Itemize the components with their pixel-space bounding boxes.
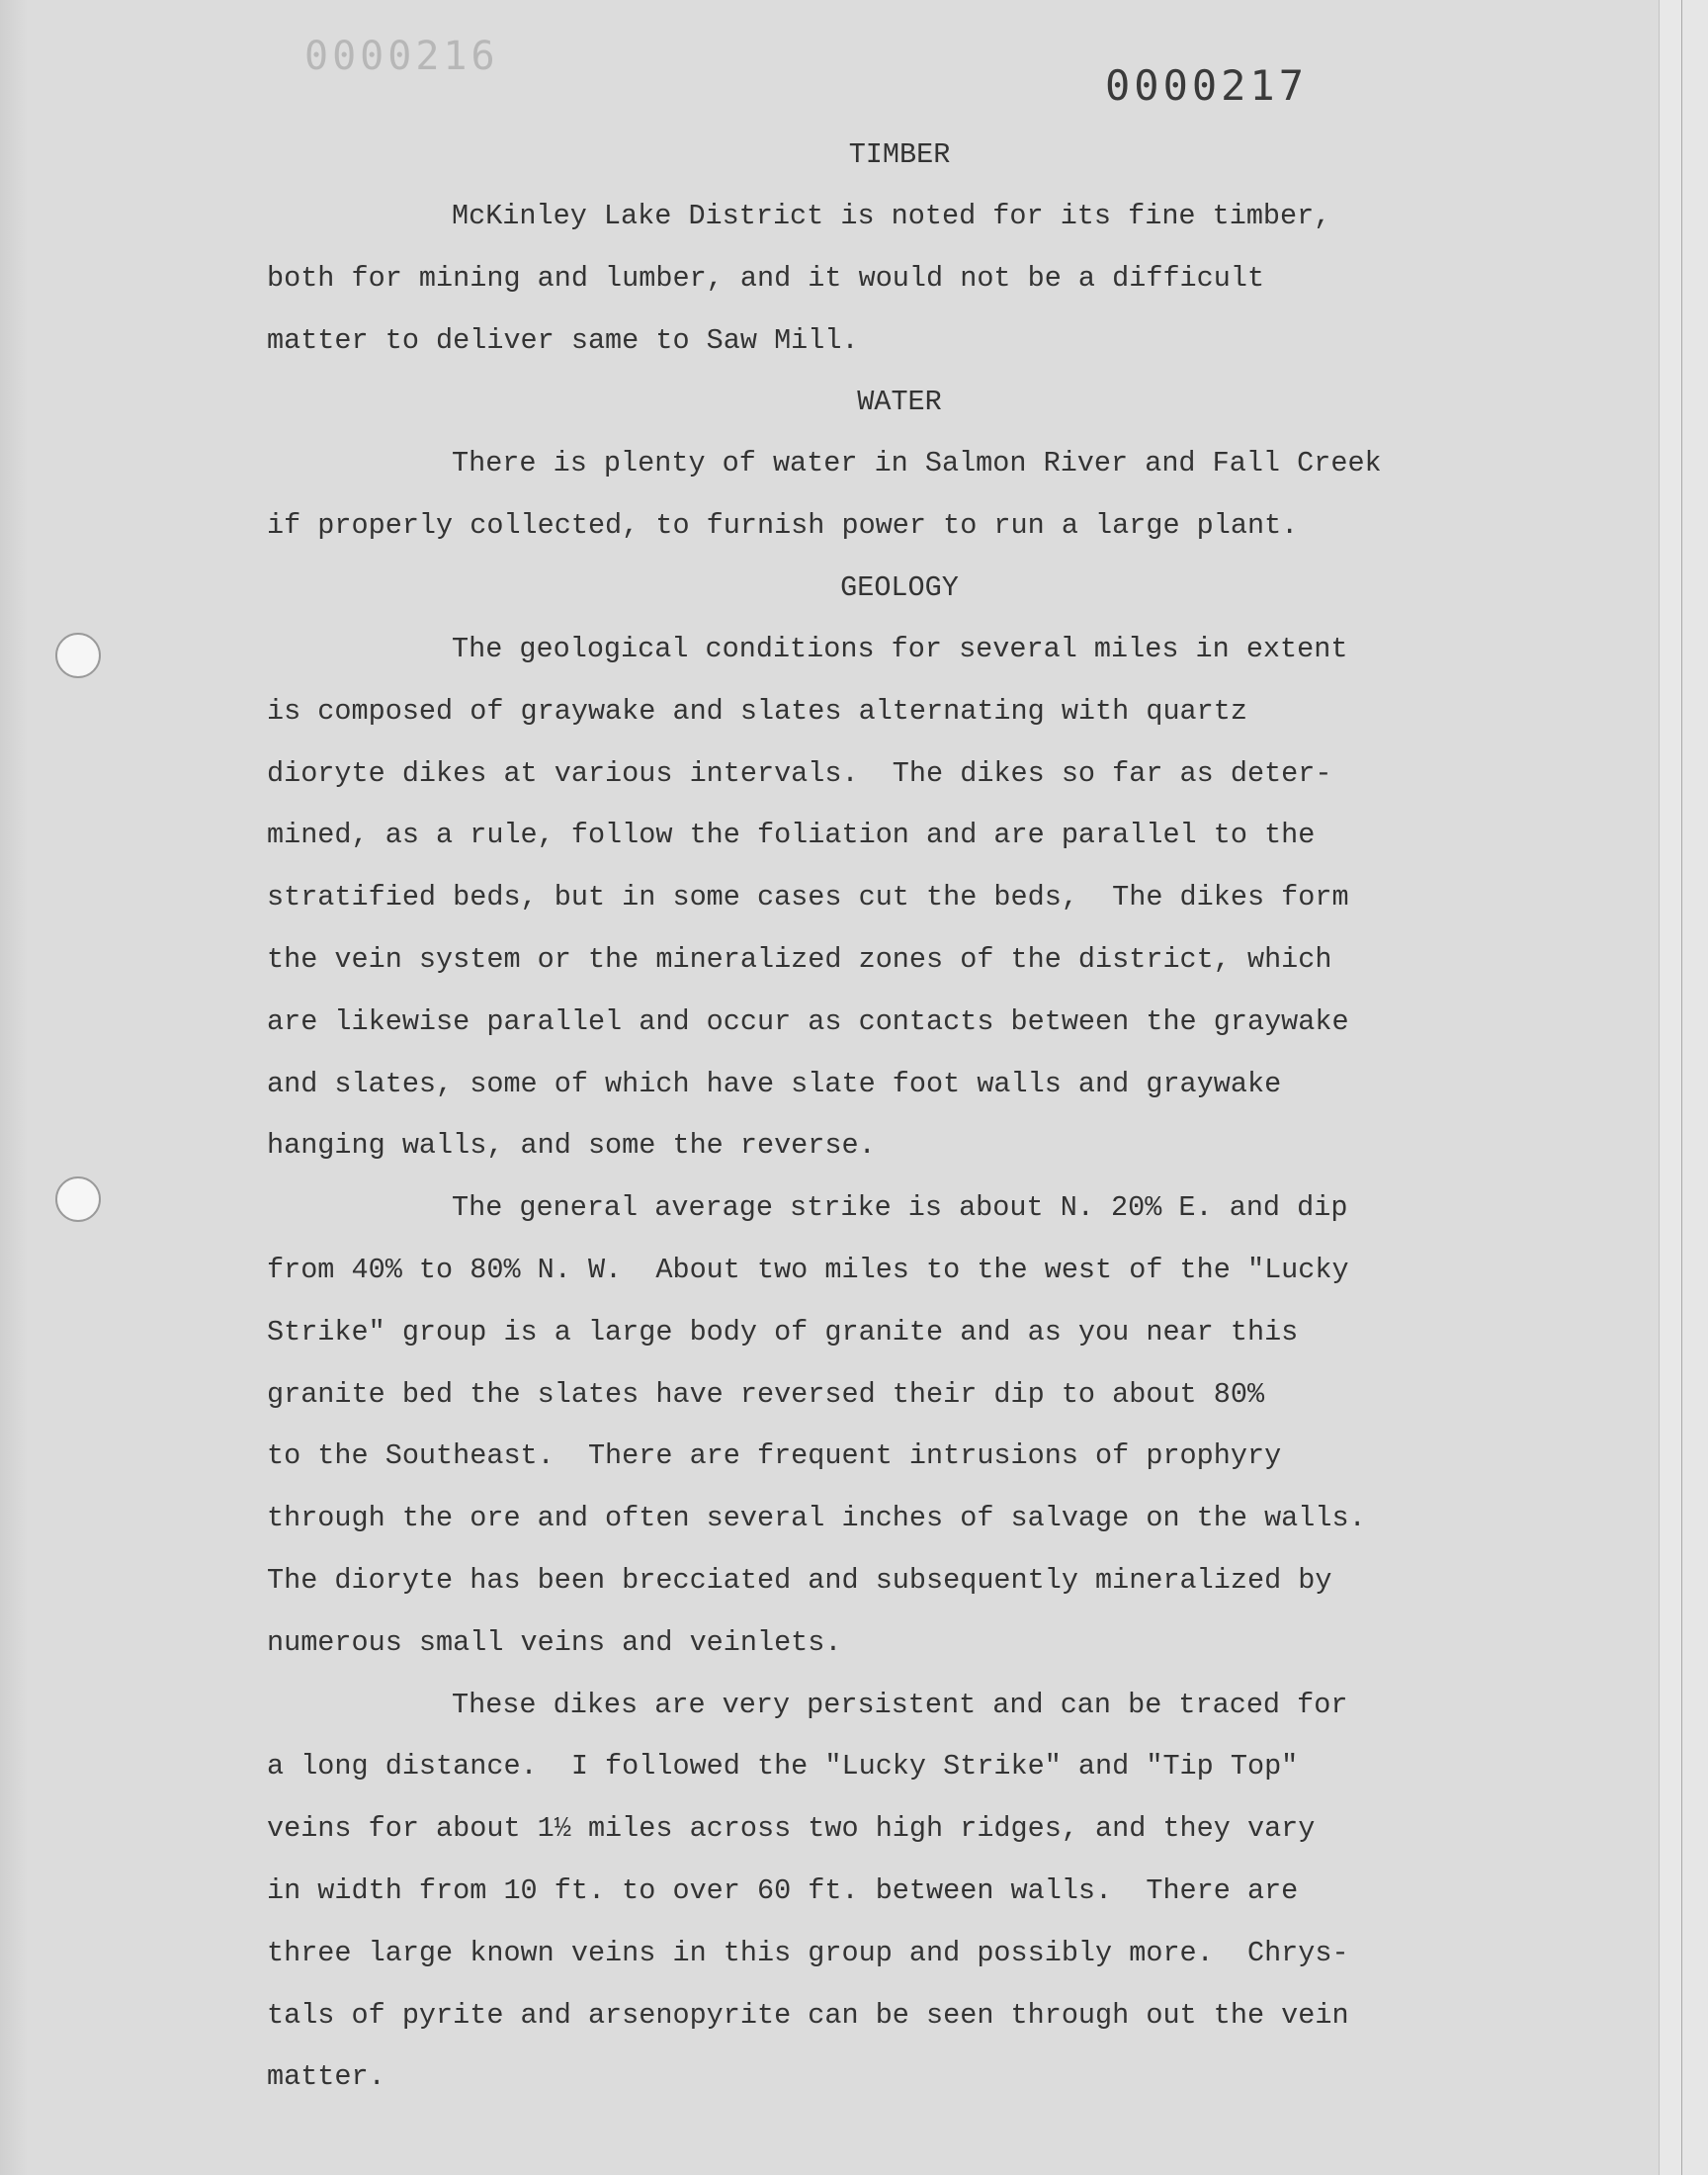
text-line: is composed of graywake and slates alternating with quartz bbox=[267, 694, 1247, 728]
text-line: numerous small veins and veinlets. bbox=[267, 1625, 842, 1659]
text-line: both for mining and lumber, and it would not be a difficult bbox=[267, 261, 1265, 295]
text-line: through the ore and often several inches of salvage on the walls. bbox=[267, 1502, 1366, 1535]
bates-number: 0000217 bbox=[1105, 61, 1309, 110]
text-line: if properly collected, to furnish power to run a large plant. bbox=[267, 509, 1299, 543]
text-line: the vein system or the mineralized zones of the district, which bbox=[267, 942, 1332, 976]
text-line: These dikes are very persistent and can be traced for bbox=[452, 1688, 1348, 1721]
text-line: The dioryte has been brecciated and subsequently mineralized by bbox=[267, 1563, 1332, 1597]
text-line: tals of pyrite and arsenopyrite can be seen through out the vein bbox=[267, 1998, 1349, 2032]
text-line: to the Southeast. There are frequent intrusions of prophyry bbox=[267, 1439, 1282, 1473]
document-body bbox=[267, 125, 1483, 2109]
text-line: a long distance. I followed the "Lucky Strike" and "Tip Top" bbox=[267, 1750, 1299, 1784]
text-line: The geological conditions for several miles in extent bbox=[452, 632, 1348, 665]
text-line: hanging walls, and some the reverse. bbox=[267, 1129, 876, 1163]
text-line: in width from 10 ft. to over 60 ft. between walls. There are bbox=[267, 1873, 1299, 1907]
text-line: McKinley Lake District is noted for its fine timber, bbox=[452, 200, 1331, 232]
text-line: Strike" group is a large body of granite and as you near this bbox=[267, 1315, 1299, 1348]
text-line: There is plenty of water in Salmon River and Fall Creek bbox=[452, 447, 1382, 480]
text-line: dioryte dikes at various intervals. The dikes so far as deter- bbox=[267, 756, 1332, 790]
text-line: and slates, some of which have slate foot walls and graywake bbox=[267, 1067, 1282, 1100]
text-line: from 40% to 80% N. W. About two miles to the west of the "Lucky bbox=[267, 1253, 1349, 1286]
ghost-page-number: 0000216 bbox=[304, 34, 499, 79]
text-line: matter to deliver same to Saw Mill. bbox=[267, 323, 859, 357]
text-line: The general average strike is about N. 20% E. and dip bbox=[452, 1191, 1348, 1225]
text-line: matter. bbox=[267, 2060, 385, 2094]
punch-hole-top bbox=[55, 633, 101, 678]
text-line: are likewise parallel and occur as contacts between the graywake bbox=[267, 1004, 1349, 1038]
section-heading-timber: TIMBER bbox=[848, 138, 951, 171]
section-heading-water: WATER bbox=[857, 386, 942, 419]
text-line: three large known veins in this group and possibly more. Chrys- bbox=[267, 1936, 1349, 1969]
page-right-margin bbox=[1659, 0, 1681, 2175]
text-line: veins for about 1½ miles across two high ridges, and they vary bbox=[267, 1812, 1316, 1846]
text-line: stratified beds, but in some cases cut the beds, The dikes form bbox=[267, 881, 1349, 914]
text-line: mined, as a rule, follow the foliation and are parallel to the bbox=[267, 819, 1316, 852]
page-left-edge bbox=[0, 0, 28, 2175]
text-line: granite bed the slates have reversed their dip to about 80% bbox=[267, 1377, 1265, 1411]
section-heading-geology: GEOLOGY bbox=[840, 570, 959, 604]
punch-hole-bottom bbox=[55, 1176, 101, 1222]
